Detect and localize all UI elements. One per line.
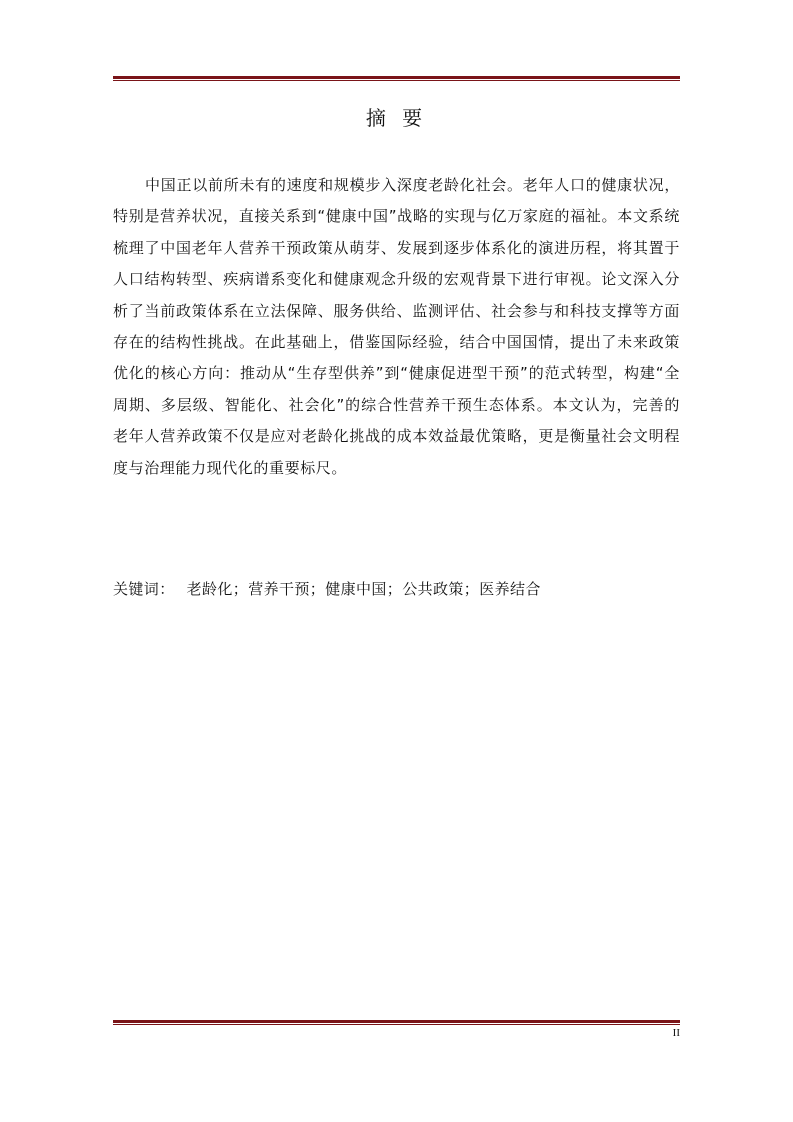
page-number: II bbox=[672, 1027, 680, 1039]
keywords-line bbox=[113, 575, 680, 603]
abstract-paragraph: 中国正以前所未有的速度和规模步入深度老龄化社会。老年人口的健康状况，特别是营养状况，直接关系到“健康中国”战略的实现与亿万家庭的福祉。本文系统梳理了中国老年人营养干预政策从萌芽、发展到逐步体系化的演进历程，将其置于人口结构转型、疾病谱系变化和健康观念升级的宏观背景下进行审视。论文深入分析了当前政策体系在立法保障、服务供给、监测评估、社会参与和科技支撑等方面存在的结构性挑战。在此基础上，借鉴国际经验，结合中国国情，提出了未来政策优化的核心方向：推动从“生存型供养”到“健康促进型干预”的范式转型，构建“全周期、多层级、智能化、社会化”的综合性营养干预生态体系。本文认为，完善的老年人营养政策不仅是应对老龄化挑战的成本效益最优策略，更是衡量社会文明程度与治理能力现代化的重要标尺。 bbox=[113, 176, 680, 477]
footer-rule bbox=[113, 1020, 680, 1025]
abstract-title: 摘 要 bbox=[365, 106, 428, 130]
keywords-list: 老龄化；营养干预；健康中国；公共政策；医养结合 bbox=[186, 580, 541, 598]
keywords-label: 关键词： bbox=[113, 580, 175, 598]
header-rule bbox=[113, 76, 680, 81]
